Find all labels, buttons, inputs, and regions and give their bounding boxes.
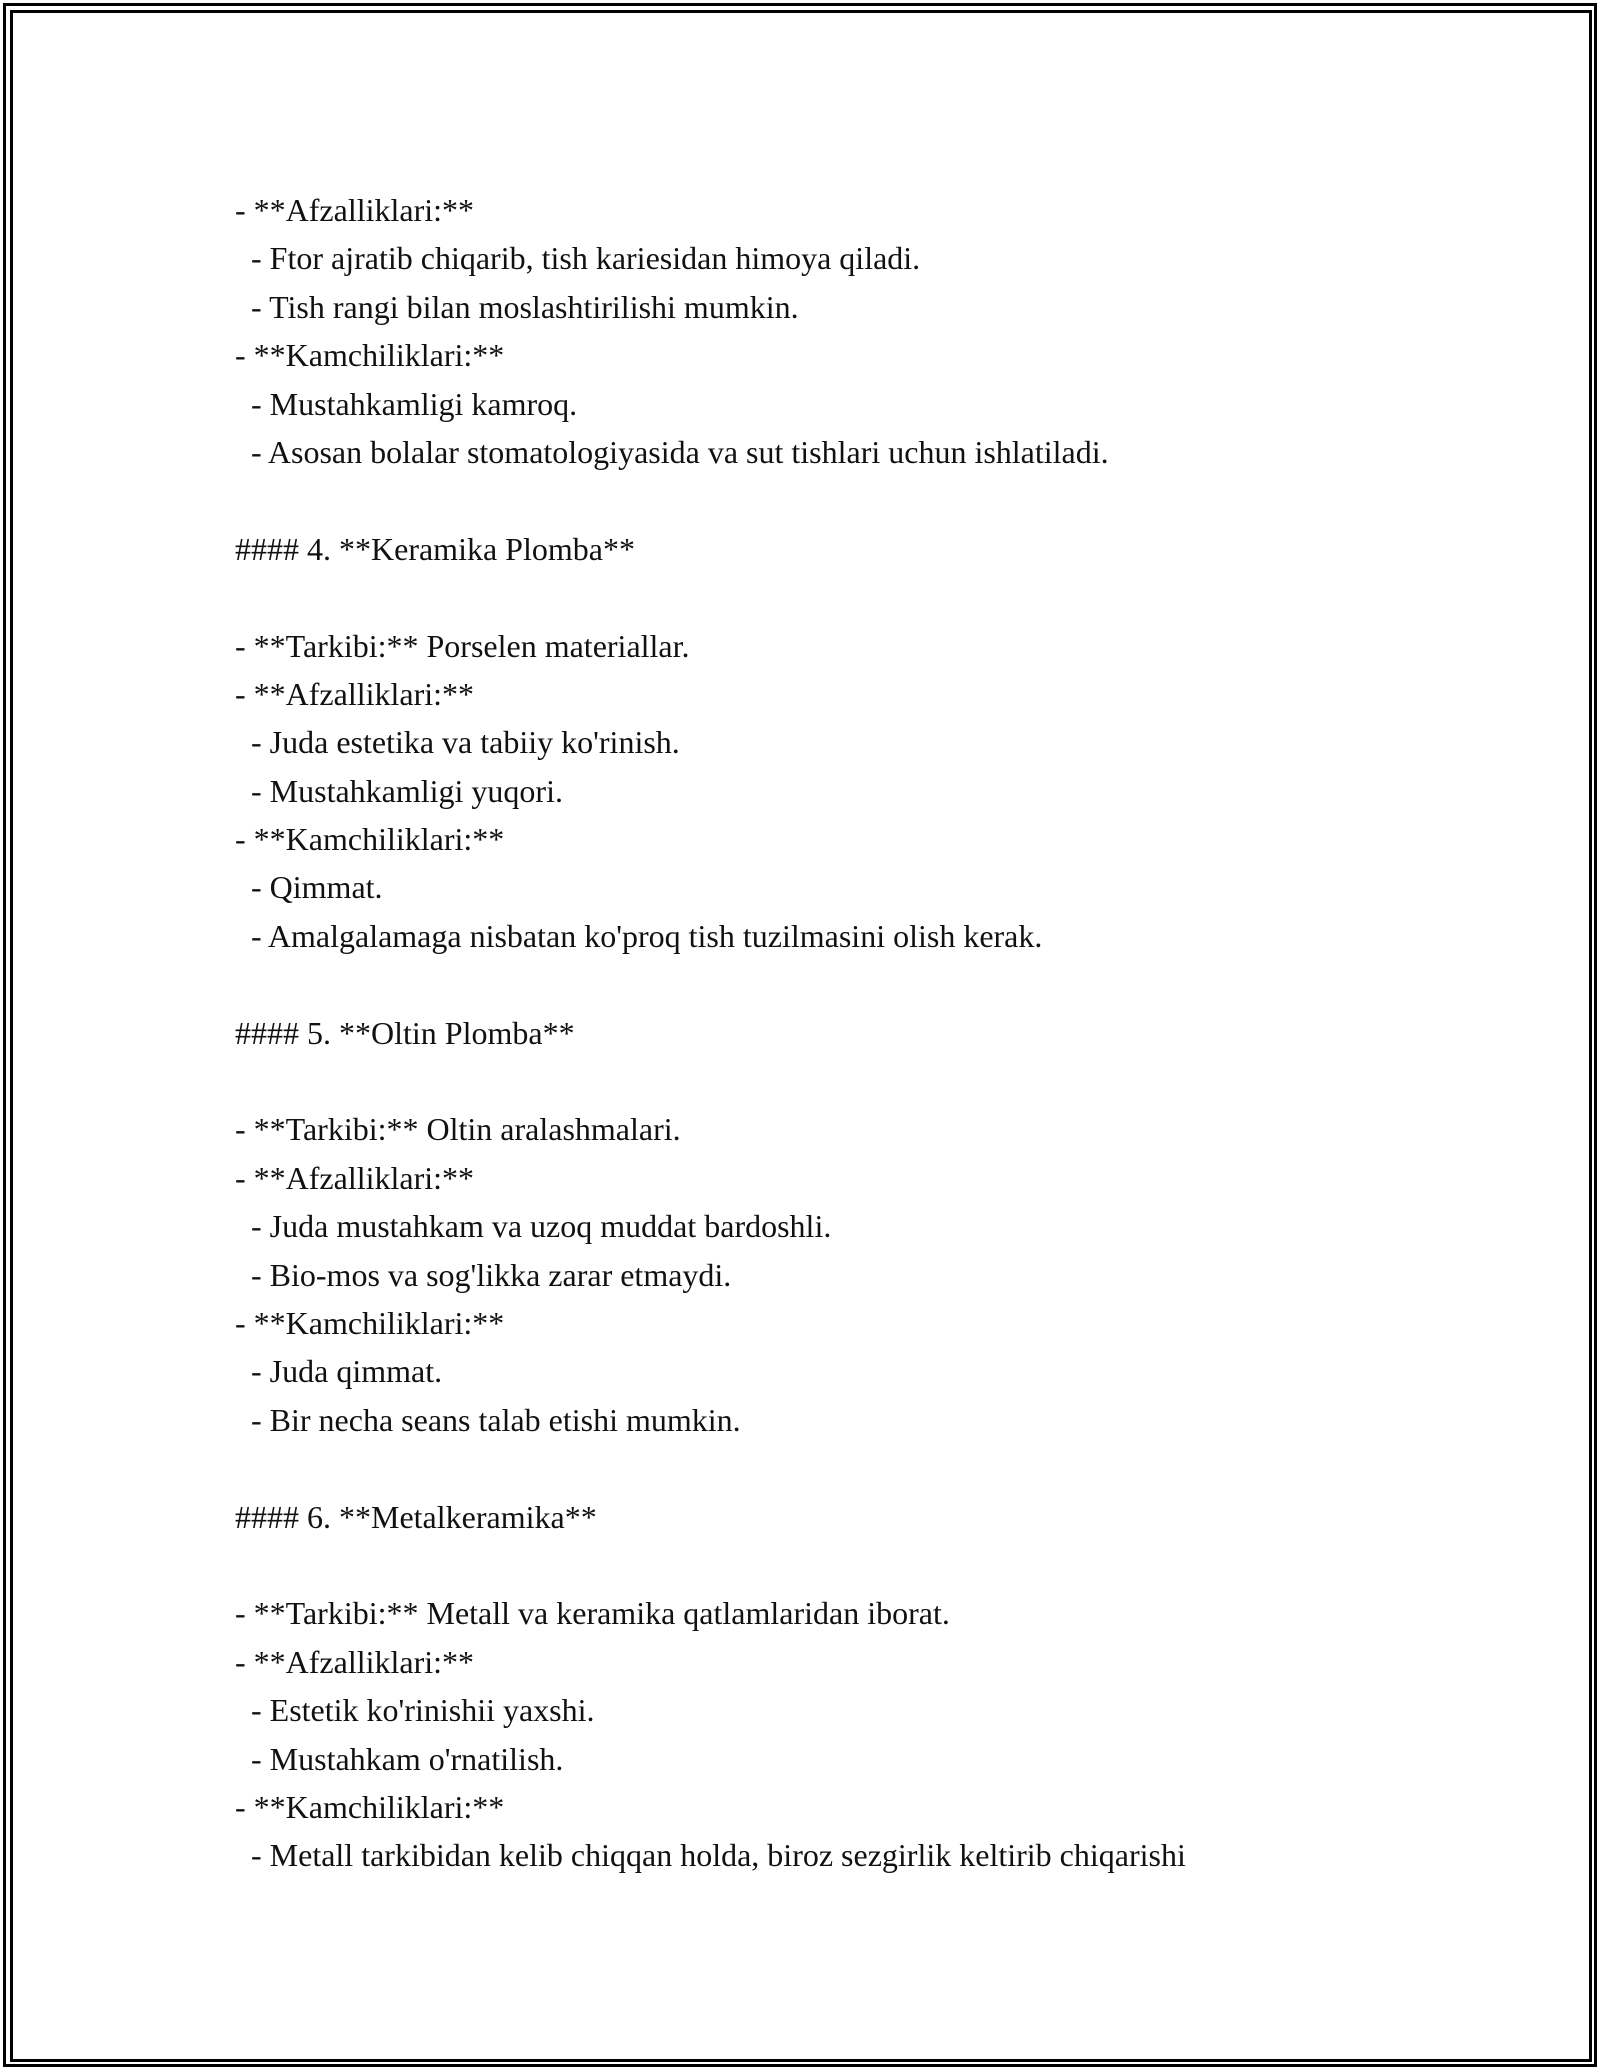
text-line-2: - Ftor ajratib chiqarib, tish kariesidan himoya qiladi. (235, 240, 921, 277)
text-line-31: - **Afzalliklari:** (235, 1643, 475, 1680)
blank-line (235, 573, 1485, 621)
text-line-3: - Tish rangi bilan moslashtirilishi mumkin. (235, 288, 799, 325)
text-line-4: - **Kamchiliklari:** (235, 337, 505, 374)
text-line-14: - **Kamchiliklari:** (235, 821, 505, 858)
text-line-12: - Juda estetika va tabiiy ko'rinish. (235, 724, 680, 761)
text-line-11: - **Afzalliklari:** (235, 675, 475, 712)
text-line-22: - Juda mustahkam va uzoq muddat bardoshli. (235, 1208, 832, 1245)
section-heading-6: #### 6. **Metalkeramika** (235, 1498, 597, 1535)
text-line-16: - Amalgalamaga nisbatan ko'proq tish tuzilmasini olish kerak. (235, 917, 1043, 954)
section-heading-4: #### 4. **Keramika Plomba** (235, 530, 635, 567)
text-line-25: - Juda qimmat. (235, 1353, 443, 1390)
blank-line (235, 960, 1485, 1008)
text-line-5: - Mustahkamligi kamroq. (235, 385, 578, 422)
text-line-6: - Asosan bolalar stomatologiyasida va sut tishlari uchun ishlatiladi. (235, 433, 1109, 470)
blank-line (235, 1541, 1485, 1589)
blank-line (235, 1057, 1485, 1105)
section-heading-5: #### 5. **Oltin Plomba** (235, 1014, 575, 1051)
blank-line (235, 1444, 1485, 1492)
document-body (235, 186, 1485, 1880)
text-line-10: - **Tarkibi:** Porselen materiallar. (235, 627, 690, 664)
text-line-13: - Mustahkamligi yuqori. (235, 772, 563, 809)
text-line-20: - **Tarkibi:** Oltin aralashmalari. (235, 1111, 681, 1148)
text-line-33: - Mustahkam o'rnatilish. (235, 1740, 564, 1777)
text-line-34: - **Kamchiliklari:** (235, 1788, 505, 1825)
blank-line (235, 476, 1485, 524)
text-line-32: - Estetik ko'rinishii yaxshi. (235, 1692, 595, 1729)
text-line-23: - Bio-mos va sog'likka zarar etmaydi. (235, 1256, 732, 1293)
text-line-26: - Bir necha seans talab etishi mumkin. (235, 1401, 741, 1438)
text-line-1: - **Afzalliklari:** (235, 192, 475, 228)
text-line-24: - **Kamchiliklari:** (235, 1304, 505, 1341)
text-line-21: - **Afzalliklari:** (235, 1159, 475, 1196)
text-line-35: - Metall tarkibidan kelib chiqqan holda, biroz sezgirlik keltirib chiqarishi (235, 1837, 1186, 1874)
text-line-30: - **Tarkibi:** Metall va keramika qatlamlaridan iborat. (235, 1595, 950, 1632)
text-line-15: - Qimmat. (235, 869, 383, 906)
